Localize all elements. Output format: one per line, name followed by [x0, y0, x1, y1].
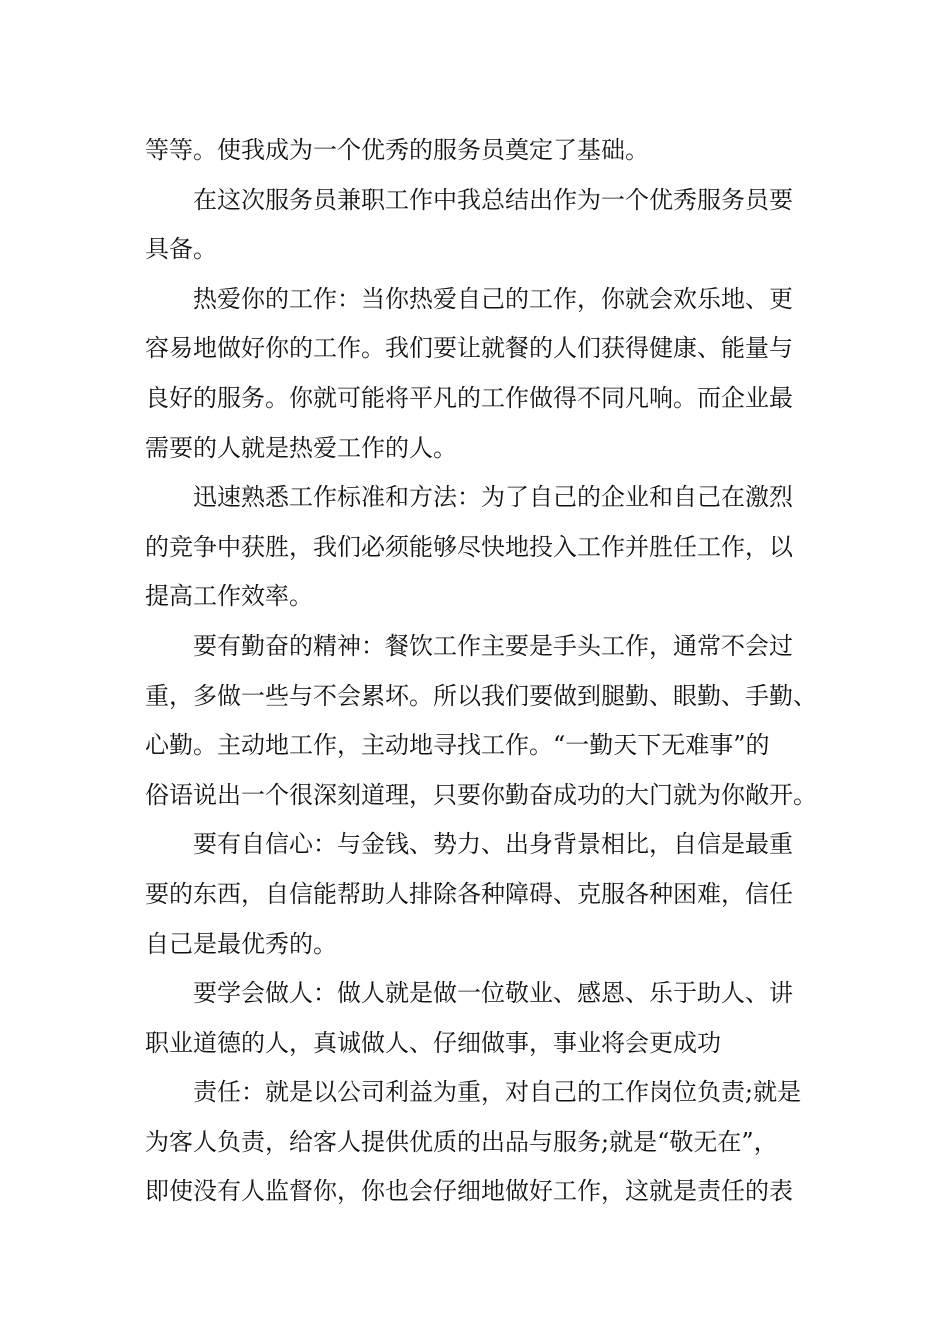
document-body — [145, 126, 835, 1217]
text-line: 要有勤奋的精神：餐饮工作主要是手头工作，通常不会过 — [193, 631, 793, 660]
text-line: 在这次服务员兼职工作中我总结出作为一个优秀服务员要 — [193, 185, 793, 214]
text-line: 要学会做人：做人就是做一位敬业、感恩、乐于助人、讲 — [193, 979, 793, 1008]
text-line: 提高工作效率。 — [145, 582, 313, 611]
text-line: 要有自信心：与金钱、势力、出身背景相比，自信是最重 — [193, 830, 793, 859]
text-line: 即使没有人监督你，你也会仔细地做好工作，这就是责任的表 — [145, 1177, 793, 1206]
text-line: 容易地做好你的工作。我们要让就餐的人们获得健康、能量与 — [145, 334, 793, 363]
text-line: 职业道德的人，真诚做人、仔细做事，事业将会更成功 — [145, 1028, 721, 1057]
text-line: 俗语说出一个很深刻道理，只要你勤奋成功的大门就为你敞开。 — [145, 780, 817, 809]
text-line: 要的东西，自信能帮助人排除各种障碍、克服各种困难，信任 — [145, 879, 793, 908]
text-line: 重，多做一些与不会累坏。所以我们要做到腿勤、眼勤、手勤、 — [145, 681, 817, 710]
text-line: 等等。使我成为一个优秀的服务员奠定了基础。 — [145, 136, 649, 164]
text-line: 良好的服务。你就可能将平凡的工作做得不同凡响。而企业最 — [145, 383, 793, 412]
text-line: 热爱你的工作：当你热爱自己的工作，你就会欢乐地、更 — [193, 284, 793, 313]
text-line: 责任：就是以公司利益为重，对自己的工作岗位负责;就是 — [193, 1078, 802, 1107]
text-line: 心勤。主动地工作，主动地寻找工作。“一勤天下无难事”的 — [145, 731, 770, 760]
text-line: 的竞争中获胜，我们必须能够尽快地投入工作并胜任工作，以 — [145, 532, 793, 561]
text-line: 具备。 — [145, 235, 217, 264]
text-line: 迅速熟悉工作标准和方法：为了自己的企业和自己在激烈 — [193, 483, 793, 512]
text-line: 需要的人就是热爱工作的人。 — [145, 433, 457, 462]
text-line: 为客人负责，给客人提供优质的出品与服务;就是“敬无在”， — [145, 1127, 778, 1156]
text-line: 自己是最优秀的。 — [145, 929, 337, 958]
